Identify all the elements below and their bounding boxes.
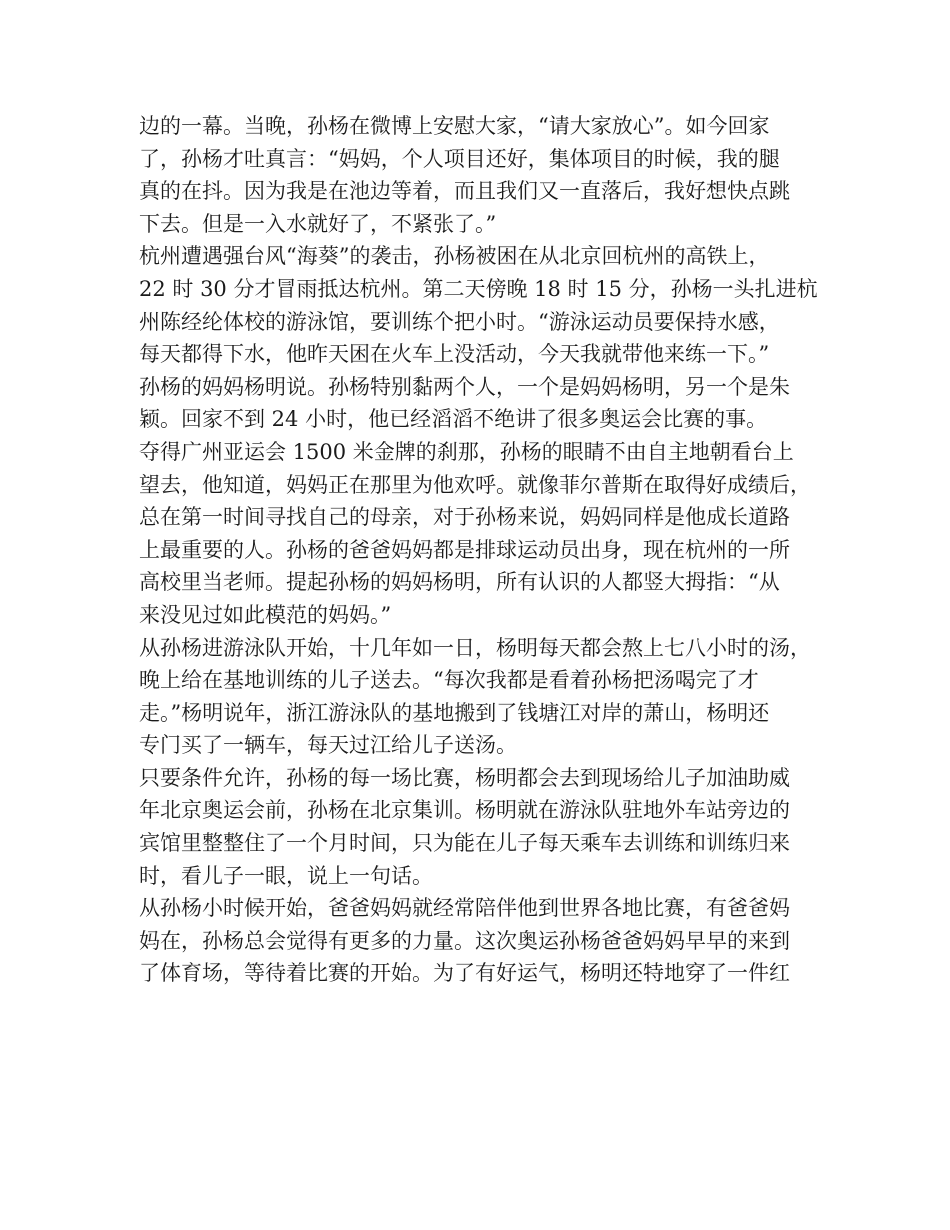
text-line: 州陈经纶体校的游泳馆，要训练个把小时。“游泳运动员要保持水感， [139,309,780,334]
text-line: 上最重要的人。孙杨的爸爸妈妈都是排球运动员出身，现在杭州的一所 [139,537,790,562]
text-line: 每天都得下水，他昨天困在火车上没活动，今天我就带他来练一下。” [139,342,770,367]
text-line: 从孙杨进游泳队开始，十几年如一日，杨明每天都会熬上七八小时的汤， [139,635,811,660]
text-line: 边的一幕。当晚，孙杨在微博上安慰大家，“请大家放心”。如今回家 [139,114,770,138]
text-line: 来没见过如此模范的妈妈。” [139,602,392,627]
text-line: 杭州遭遇强台风“海葵”的袭击，孙杨被困在从北京回杭州的高铁上， [139,244,770,269]
text-line: 了，孙杨才吐真言：“妈妈，个人项目还好，集体项目的时候，我的腿 [139,146,780,171]
text-line: 下去。但是一入水就好了，不紧张了。” [139,211,497,236]
article-body [139,110,819,990]
text-line: 从孙杨小时候开始，爸爸妈妈就经常陪伴他到世界各地比赛，有爸爸妈 [139,896,790,921]
text-line: 高校里当老师。提起孙杨的妈妈杨明，所有认识的人都竖大拇指：“从 [139,570,780,595]
text-line: 22 时 30 分才冒雨抵达杭州。第二天傍晚 18 时 15 分，孙杨一头扎进杭 [139,276,818,301]
text-line: 宾馆里整整住了一个月时间，只为能在儿子每天乘车去训练和训练归来 [139,831,790,856]
text-line: 专门买了一辆车，每天过江给儿子送汤。 [139,733,517,758]
text-line: 了体育场，等待着比赛的开始。为了有好运气，杨明还特地穿了一件红 [139,961,790,986]
text-line: 年北京奥运会前，孙杨在北京集训。杨明就在游泳队驻地外车站旁边的 [139,798,790,823]
text-line: 夺得广州亚运会 1500 米金牌的刹那，孙杨的眼睛不由自主地朝看台上 [139,439,794,464]
text-line: 颖。回家不到 24 小时，他已经滔滔不绝讲了很多奥运会比赛的事。 [139,407,768,432]
text-line: 晚上给在基地训练的儿子送去。“每次我都是看着孙杨把汤喝完了才 [139,668,759,693]
text-line: 走。”杨明说年，浙江游泳队的基地搬到了钱塘江对岸的萧山，杨明还 [139,700,770,725]
text-line: 孙杨的妈妈杨明说。孙杨特别黏两个人，一个是妈妈杨明，另一个是朱 [139,374,790,399]
text-line: 时，看儿子一眼，说上一句话。 [139,863,433,888]
text-line: 真的在抖。因为我是在池边等着，而且我们又一直落后，我好想快点跳 [139,179,790,204]
text-line: 总在第一时间寻找自己的母亲，对于孙杨来说，妈妈同样是他成长道路 [139,505,790,530]
text-line: 只要条件允许，孙杨的每一场比赛，杨明都会去到现场给儿子加油助威 [139,765,790,790]
text-line: 望去，他知道，妈妈正在那里为他欢呼。就像菲尔普斯在取得好成绩后， [139,472,811,497]
text-line: 妈在，孙杨总会觉得有更多的力量。这次奥运孙杨爸爸妈妈早早的来到 [139,928,790,953]
